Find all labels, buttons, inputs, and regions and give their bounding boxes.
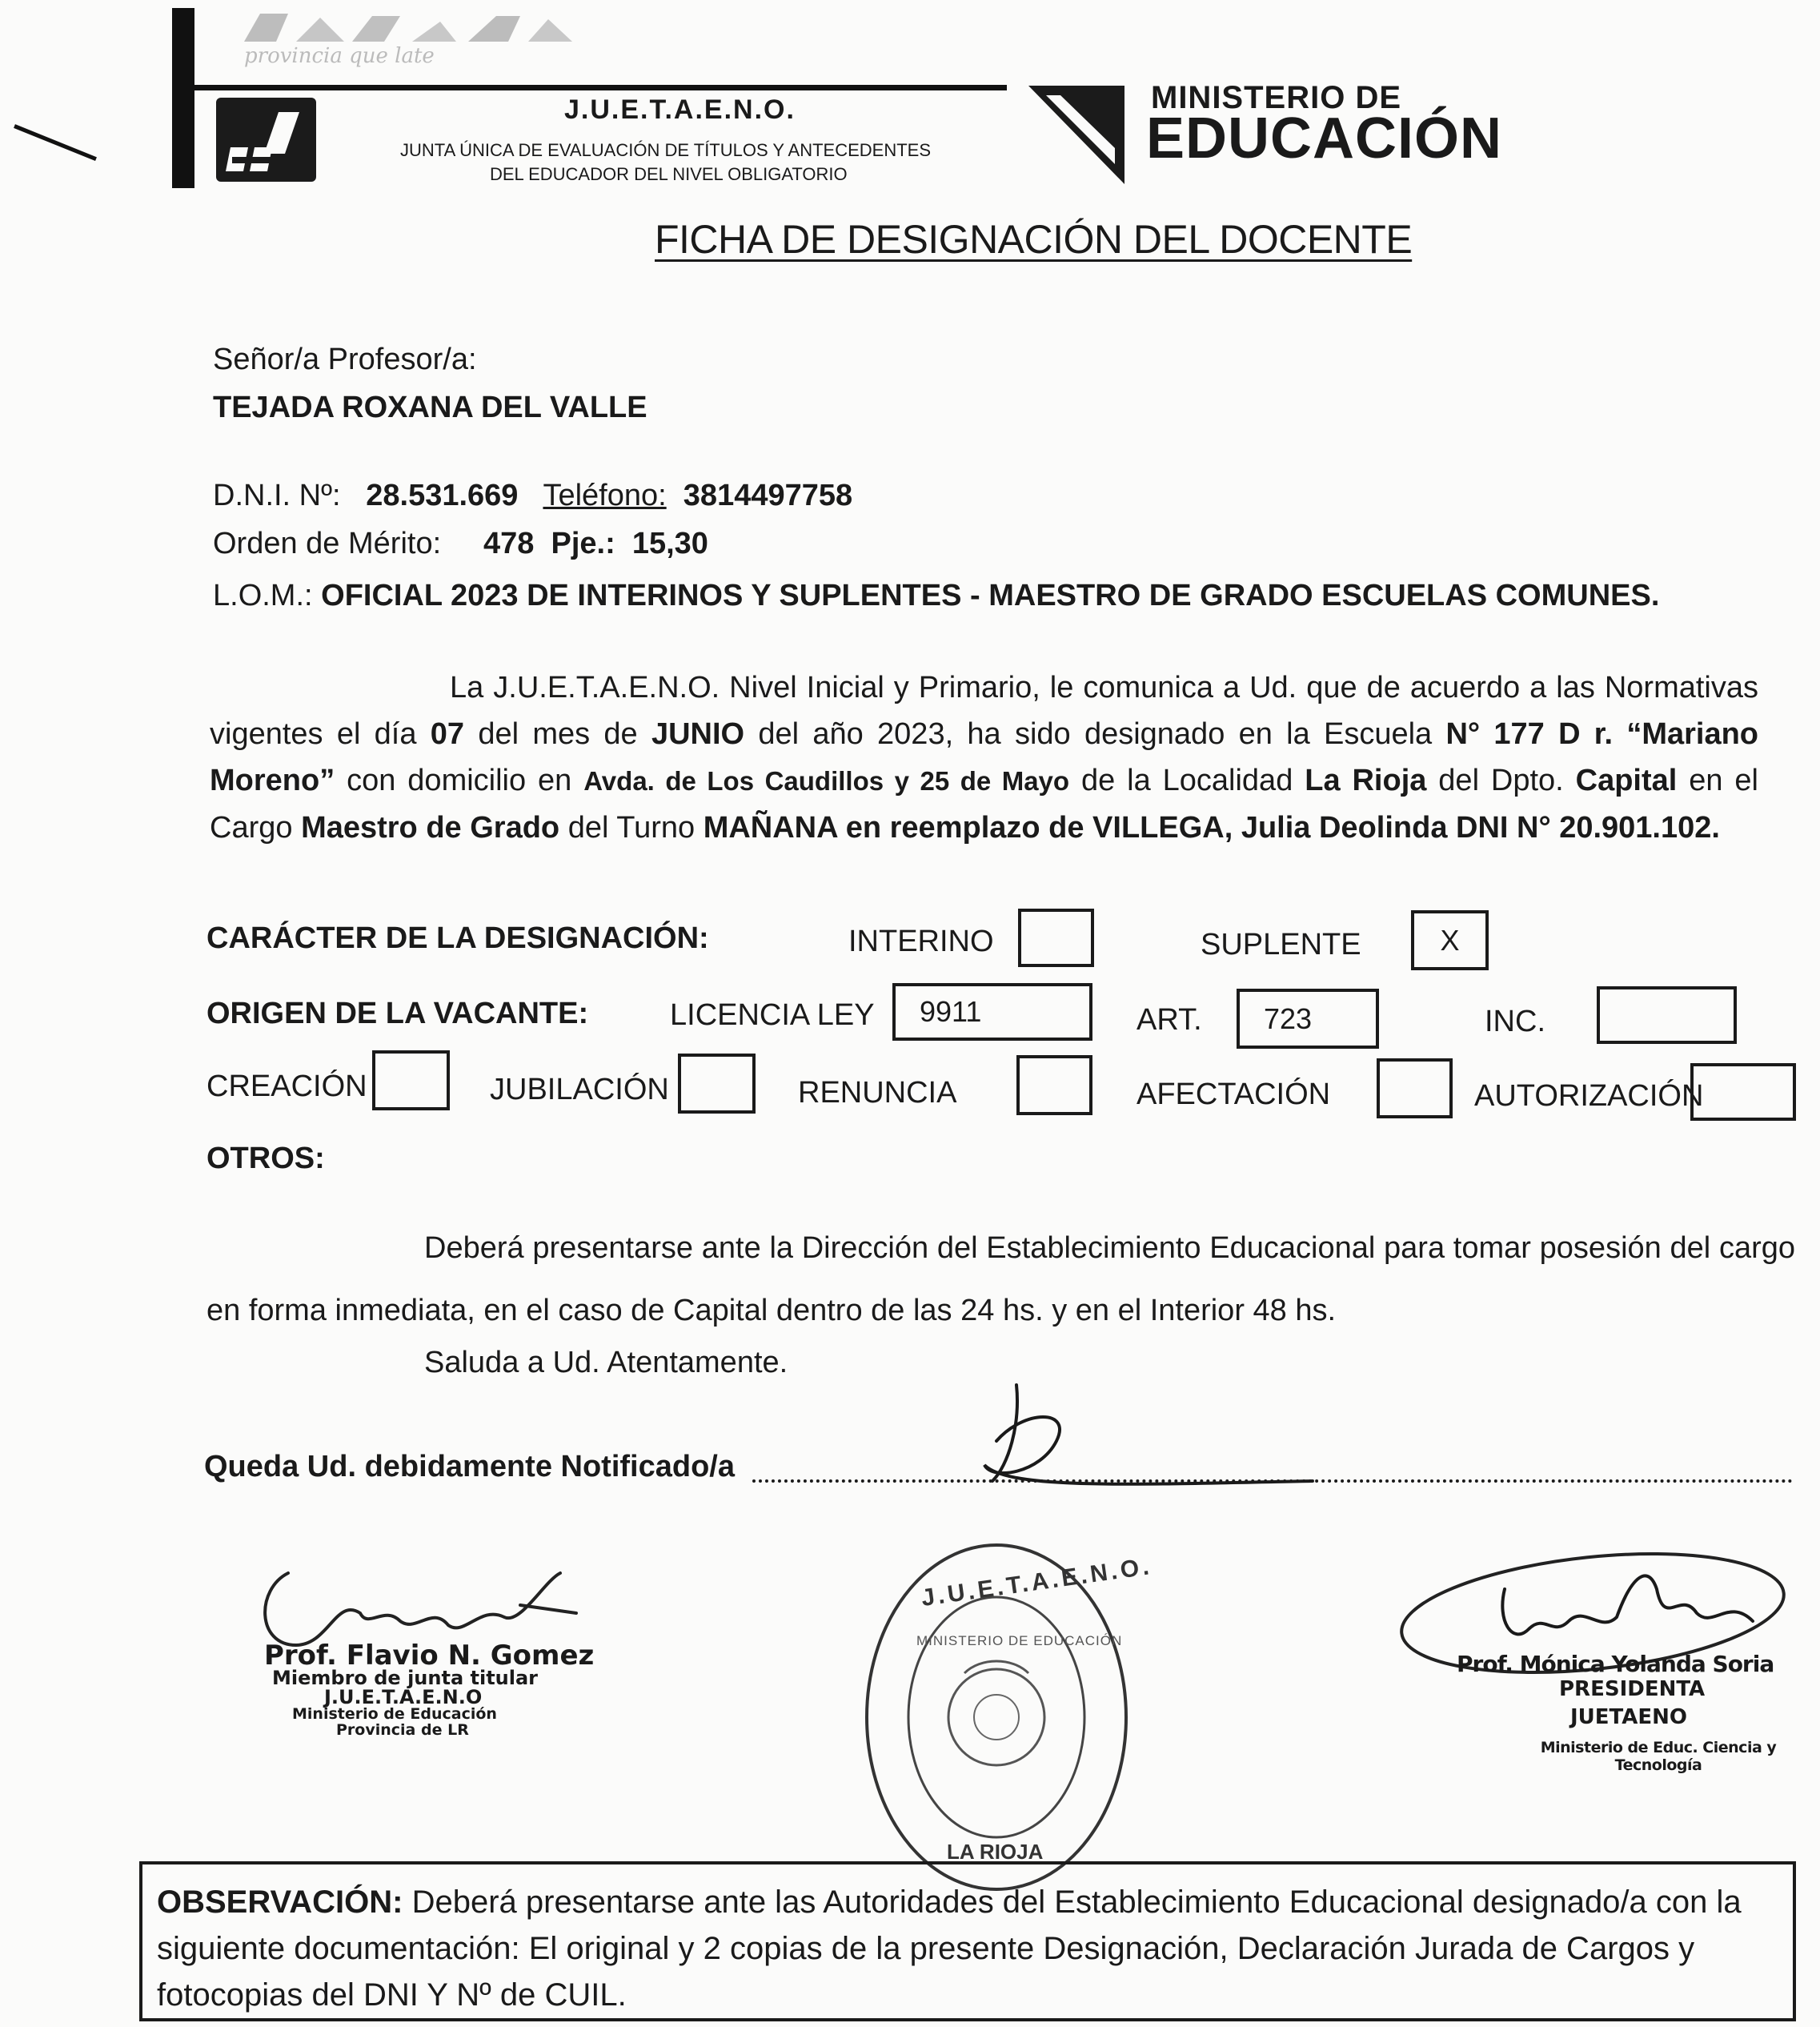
merit-line xyxy=(213,524,708,564)
notified-line-label: Queda Ud. debidamente Notificado/a xyxy=(204,1450,735,1483)
jubilacion-checkbox[interactable] xyxy=(678,1054,756,1114)
body-text: del Dpto. xyxy=(1426,764,1576,797)
body-turno: MAÑANA xyxy=(703,811,838,845)
margin-mark xyxy=(14,124,97,161)
closing: Saluda a Ud. Atentamente. xyxy=(424,1346,788,1379)
interino-label: INTERINO xyxy=(848,925,994,958)
page-title: FICHA DE DESIGNACIÓN DEL DOCENTE xyxy=(655,217,1413,262)
left-signatory-name: Prof. Flavio N. Gomez xyxy=(264,1640,595,1672)
lom-line xyxy=(213,576,1659,616)
right-signatory-name: Prof. Mónica Yolanda Soria xyxy=(1457,1651,1774,1677)
inc-label: INC. xyxy=(1485,1005,1545,1038)
body-dept: Capital xyxy=(1575,764,1678,797)
right-signatory-role2: JUETAENO xyxy=(1570,1705,1688,1729)
inc-field[interactable] xyxy=(1597,986,1737,1044)
body-text: en el Cargo xyxy=(210,764,1758,845)
right-signatory-role3: Ministerio de Educ. Ciencia y Tecnología xyxy=(1540,1739,1777,1774)
origen-label: ORIGEN DE LA VACANTE: xyxy=(206,997,589,1030)
body-text: del mes de xyxy=(464,717,651,751)
dni-label: D.N.I. Nº: xyxy=(213,479,341,512)
body-day: 07 xyxy=(430,717,465,751)
art-label: ART. xyxy=(1136,1003,1202,1037)
body-school: N° 177 D r. “Mariano Moreno” xyxy=(210,717,1759,797)
body-address: Avda. de Los Caudillos y 25 de Mayo xyxy=(583,766,1070,796)
creacion-label: CREACIÓN xyxy=(206,1070,367,1103)
merit-value: 478 xyxy=(483,527,535,560)
ministry-top: MINISTERIO DE xyxy=(1151,80,1402,115)
body-text: de la Localidad xyxy=(1069,764,1305,797)
phone-label: Teléfono: xyxy=(543,479,667,512)
dni-line xyxy=(213,476,852,516)
autorizacion-label: AUTORIZACIÓN xyxy=(1474,1079,1704,1113)
header-rule xyxy=(194,85,1007,90)
org-line1: JUNTA ÚNICA DE EVALUACIÓN DE TÍTULOS Y ANTECEDENTES xyxy=(400,140,932,160)
otros-label: OTROS: xyxy=(206,1142,325,1175)
lom-label: L.O.M.: xyxy=(213,579,313,612)
org-acronym: J.U.E.T.A.E.N.O. xyxy=(564,94,796,125)
afectacion-checkbox[interactable] xyxy=(1377,1058,1453,1118)
left-signatory-role2: J.U.E.T.A.E.N.O xyxy=(324,1686,483,1708)
suplente-label: SUPLENTE xyxy=(1201,928,1361,961)
score-label: Pje.: xyxy=(551,527,615,560)
caracter-label: CARÁCTER DE LA DESIGNACIÓN: xyxy=(206,921,709,955)
ministry-logo-icon xyxy=(1028,84,1136,188)
salutation: Señor/a Profesor/a: xyxy=(213,343,477,376)
left-signatory-role4: Provincia de LR xyxy=(336,1721,469,1739)
stamp-ring-text: MINISTERIO DE EDUCACIÓN xyxy=(916,1633,1123,1648)
observation-label: OBSERVACIÓN: xyxy=(157,1885,403,1920)
lom-value: OFICIAL 2023 DE INTERINOS Y SUPLENTES - MAESTRO DE GRADO ESCUELAS COMUNES. xyxy=(321,579,1660,612)
juetaeno-logo-icon xyxy=(216,98,316,182)
dni-value: 28.531.669 xyxy=(366,479,519,512)
notified-signature xyxy=(960,1377,1329,1505)
renuncia-checkbox[interactable] xyxy=(1016,1055,1092,1115)
body-cargo: Maestro de Grado xyxy=(301,811,560,845)
suplente-checkbox[interactable]: X xyxy=(1411,910,1489,970)
afectacion-label: AFECTACIÓN xyxy=(1136,1078,1331,1111)
body-locality: La Rioja xyxy=(1305,764,1427,797)
juetaeno-logo xyxy=(216,98,316,182)
province-logo-text: provincia que late xyxy=(244,44,435,68)
licencia-field[interactable]: 9911 xyxy=(892,983,1092,1041)
body-text: La J.U.E.T.A.E.N.O. Nivel Inicial y Primario, le comunica a Ud. que de acuerdo a las Normativas vigentes el día xyxy=(210,671,1758,751)
merit-label: Orden de Mérito: xyxy=(213,527,442,560)
body-month: JUNIO xyxy=(651,717,745,751)
official-stamp xyxy=(860,1537,1154,1897)
teacher-name: TEJADA ROXANA DEL VALLE xyxy=(213,391,647,424)
stamp-bottom-text: LA RIOJA xyxy=(947,1840,1044,1864)
org-line2: DEL EDUCADOR DEL NIVEL OBLIGATORIO xyxy=(490,164,848,184)
score-value: 15,30 xyxy=(631,527,708,560)
left-signatory-role3: Ministerio de Educación xyxy=(292,1705,497,1723)
art-field[interactable]: 723 xyxy=(1237,989,1379,1049)
stamp-top-text: J.U.E.T.A.E.N.O. xyxy=(920,1552,1154,1612)
designation-paragraph xyxy=(210,664,1758,851)
instructions-paragraph: Deberá presentarse ante la Dirección del Establecimiento Educacional para tomar posesión del cargo en forma inmediata, en el caso de Capital dentro de las 24 hs. y en el Interior 48 hs. xyxy=(206,1231,1795,1327)
body-text: con domicilio en xyxy=(335,764,584,797)
creacion-checkbox[interactable] xyxy=(372,1050,450,1110)
interino-checkbox[interactable] xyxy=(1018,909,1094,967)
right-signatory-role1: PRESIDENTA xyxy=(1559,1677,1706,1701)
licencia-label: LICENCIA LEY xyxy=(670,998,875,1032)
left-signatory-role1: Miembro de junta titular xyxy=(272,1667,539,1689)
renuncia-label: RENUNCIA xyxy=(798,1076,957,1110)
body-replacement: en reemplazo de VILLEGA, Julia Deolinda DNI N° 20.901.102. xyxy=(837,811,1720,845)
ministry-bottom: EDUCACIÓN xyxy=(1146,106,1503,171)
jubilacion-label: JUBILACIÓN xyxy=(490,1073,669,1106)
observation-text: Deberá presentarse ante las Autoridades del Establecimiento Educacional designado/a con la siguiente documentación: El original y 2 copias de la presente Designación, Declaración Jurada de Cargos y fotocopias del DNI Y Nº de CUIL. xyxy=(157,1885,1742,2013)
autorizacion-checkbox[interactable] xyxy=(1690,1063,1796,1121)
header-vertical-bar xyxy=(172,8,194,188)
body-text: del Turno xyxy=(559,811,704,845)
body-text: del año 2023, ha sido designado en la Escuela xyxy=(744,717,1446,751)
observation-box xyxy=(139,1861,1796,2021)
phone-value: 3814497758 xyxy=(683,479,853,512)
